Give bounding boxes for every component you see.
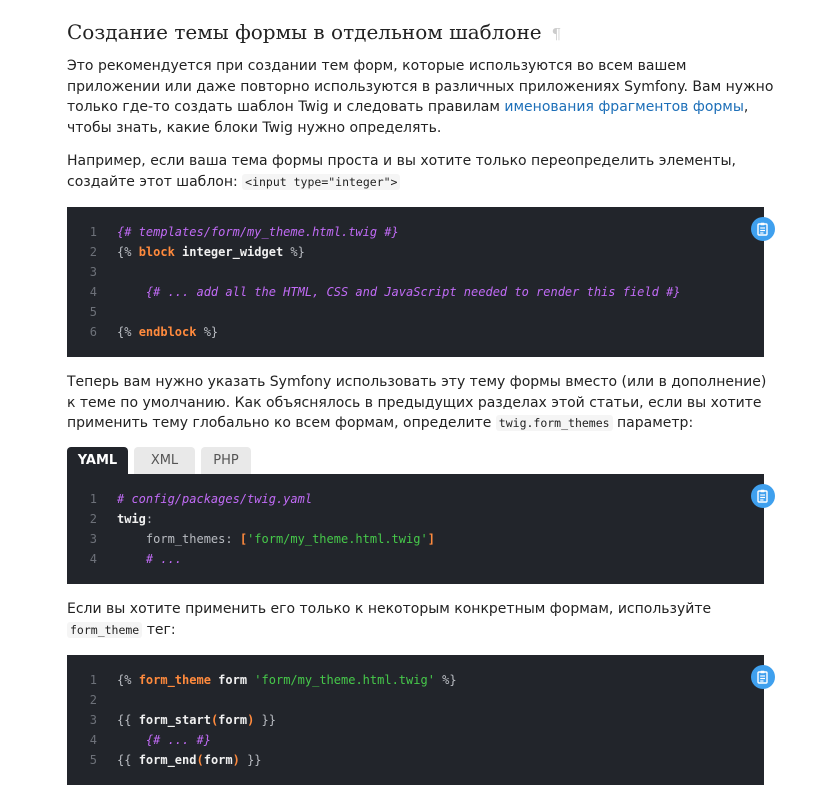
- code-line: [67, 529, 435, 549]
- code-line: [67, 750, 262, 770]
- line-number: 2: [89, 512, 97, 526]
- code-line: [67, 242, 305, 262]
- code-line: [67, 690, 117, 710]
- code-token: (: [196, 753, 204, 767]
- section-heading: Создание темы формы в отдельном шаблоне ¶: [67, 20, 562, 44]
- code-token: [: [239, 532, 248, 546]
- code-token: :: [145, 512, 154, 526]
- code-token: form: [203, 753, 233, 767]
- code-token: ]: [427, 532, 435, 546]
- tab-yaml[interactable]: YAML: [67, 447, 128, 474]
- code-token: {# ... #}: [145, 733, 211, 747]
- code-token: 'form/my_theme.html.twig': [247, 532, 428, 546]
- code-token: {{: [117, 753, 139, 767]
- code-line: [67, 222, 399, 242]
- code-token: [117, 285, 146, 299]
- code-line: [67, 302, 117, 322]
- code-token: %}: [283, 245, 305, 259]
- line-number: 1: [89, 225, 97, 239]
- clipboard-icon: [756, 670, 770, 684]
- code-token: }}: [239, 753, 262, 767]
- code-token: integer_widget: [174, 245, 284, 259]
- code-token: :: [225, 532, 240, 546]
- code-token: # ...: [145, 552, 183, 566]
- code-block-yaml-config: [67, 474, 764, 584]
- code-token: block: [138, 245, 175, 259]
- code-token: endblock: [138, 325, 197, 339]
- copy-button[interactable]: [751, 484, 775, 508]
- code-line: [67, 670, 457, 690]
- line-number: 3: [89, 532, 97, 546]
- copy-button[interactable]: [751, 217, 775, 241]
- code-line: [67, 710, 276, 730]
- line-number: 1: [89, 673, 97, 687]
- code-token: form_start: [138, 713, 211, 727]
- line-number: 4: [89, 552, 97, 566]
- code-token: %}: [196, 325, 219, 339]
- code-token: {# ... add all the HTML, CSS and JavaScript needed to render this field #}: [145, 285, 681, 299]
- intro-paragraph: Это рекомендуется при создании тем форм, которые используются во всем вашем приложении или даже повторно используются в различных приложениях Symfony. Вам нужно только где-то создать шаблон Twig и следовать правилам именования фрагментов формы, чтобы знать, какие блоки Twig нужно определять.: [67, 58, 774, 136]
- inline-code: twig.form_themes: [496, 415, 613, 431]
- code-token: {%: [117, 673, 139, 687]
- code-token: form_themes: [117, 532, 226, 546]
- line-number: 6: [89, 325, 97, 339]
- code-token: {%: [117, 325, 139, 339]
- code-token: form: [218, 713, 248, 727]
- code-line: [67, 282, 681, 302]
- tab-xml[interactable]: XML: [134, 447, 195, 474]
- inline-code: form_theme: [67, 622, 142, 638]
- code-token: [117, 733, 146, 747]
- code-token: ): [232, 753, 240, 767]
- code-line: [67, 509, 153, 529]
- clipboard-icon: [756, 222, 770, 236]
- themes-paragraph: Теперь вам нужно указать Symfony использовать эту тему формы вместо (или в дополнение) к теме по умолчанию. Как объяснялось в предыдущих разделах этой статьи, если вы хотите применить тему глобально ко всем формам, определите twig.form_themes параметр:: [67, 374, 767, 431]
- code-line: [67, 549, 182, 569]
- line-number: 3: [89, 713, 97, 727]
- code-line: [67, 489, 312, 509]
- specific-forms-paragraph: Если вы хотите применить его только к некоторым конкретным формам, используйте form_theme тег:: [67, 601, 712, 638]
- code-token: {%: [117, 245, 139, 259]
- code-token: form_end: [138, 753, 197, 767]
- example-paragraph: Например, если ваша тема формы проста и вы хотите только переопределить элементы, создайте этот шаблон: <input type="integer">: [67, 153, 736, 190]
- code-token: ): [247, 713, 255, 727]
- code-token: form: [210, 673, 255, 687]
- code-token: {{: [117, 713, 139, 727]
- line-number: 2: [89, 245, 97, 259]
- anchor-link[interactable]: ¶: [551, 25, 562, 43]
- line-number: 3: [89, 265, 97, 279]
- line-number: 4: [89, 733, 97, 747]
- code-token: # config/packages/twig.yaml: [117, 492, 313, 506]
- tab-php[interactable]: PHP: [201, 447, 251, 474]
- line-number: 5: [89, 305, 97, 319]
- code-token: (: [210, 713, 219, 727]
- line-number: 1: [89, 492, 97, 506]
- code-token: %}: [434, 673, 457, 687]
- code-line: [67, 322, 218, 342]
- line-number: 2: [89, 693, 97, 707]
- code-token: twig: [117, 512, 146, 526]
- inline-code: <input type="integer">: [242, 174, 400, 190]
- copy-button[interactable]: [751, 665, 775, 689]
- code-line: [67, 262, 117, 282]
- code-token: }}: [254, 713, 276, 727]
- code-token: [117, 552, 146, 566]
- code-token: 'form/my_theme.html.twig': [254, 673, 435, 687]
- clipboard-icon: [756, 489, 770, 503]
- code-token: form_theme: [138, 673, 211, 687]
- fragment-naming-link[interactable]: именования фрагментов формы: [504, 99, 744, 115]
- code-block-form-theme-tag: [67, 655, 764, 785]
- code-line: [67, 730, 211, 750]
- code-block-theme-template: [67, 207, 764, 357]
- line-number: 5: [89, 753, 97, 767]
- code-token: {# templates/form/my_theme.html.twig #}: [117, 225, 399, 239]
- line-number: 4: [89, 285, 97, 299]
